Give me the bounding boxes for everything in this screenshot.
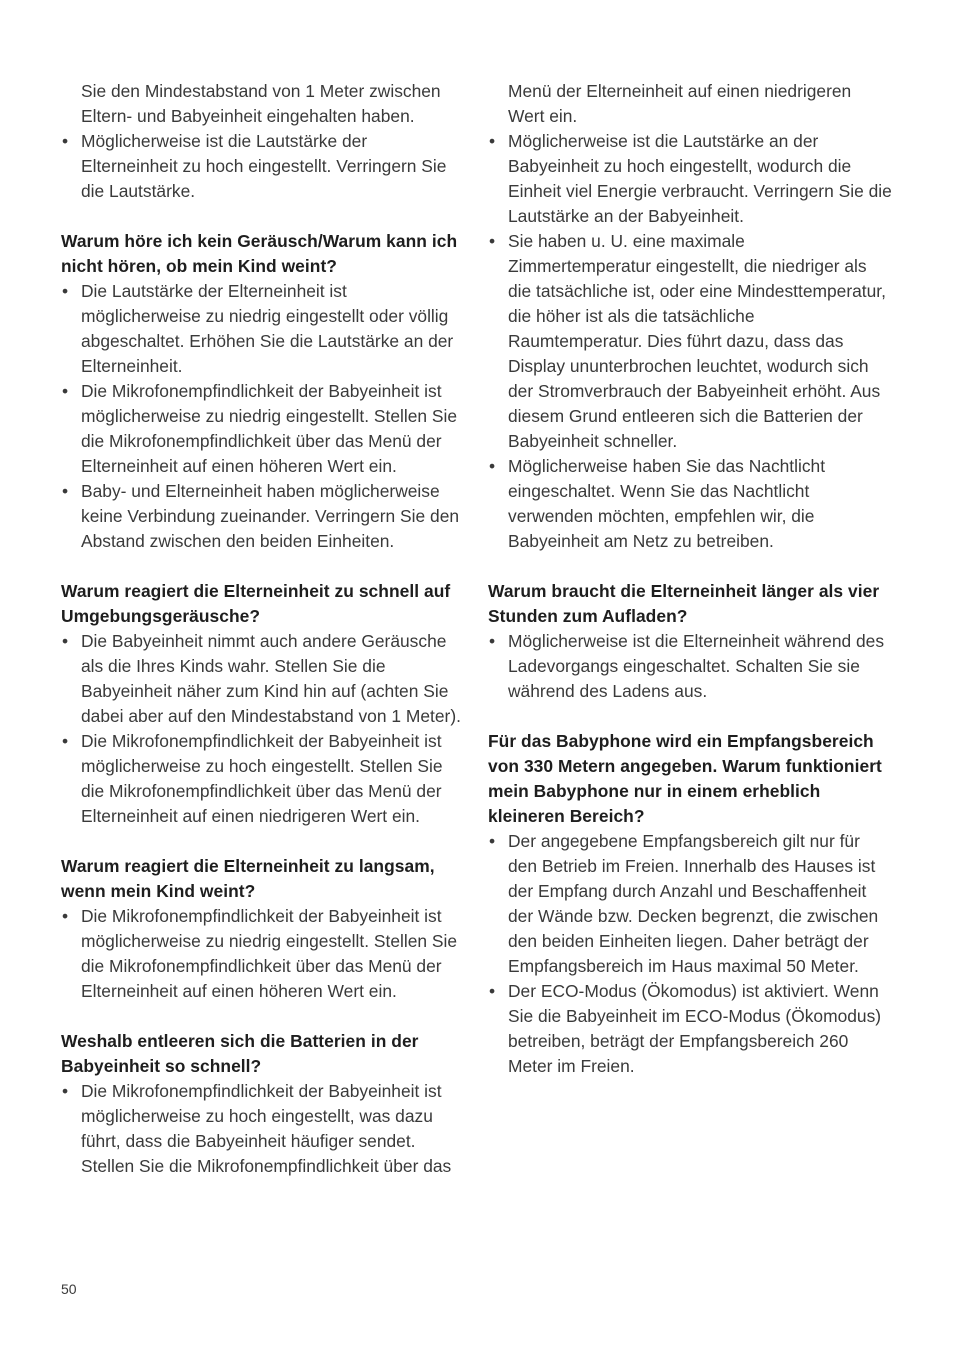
answer-item: • Möglicherweise ist die Lautstärke an der Babyeinheit zu hoch eingestellt, wodurch die Einheit viel Energie verbraucht. Verringern Sie die Lautstärke an der Babyeinheit. <box>488 129 892 229</box>
answer-list <box>61 279 467 554</box>
answer-item: • Möglicherweise ist die Elterneinheit während des Ladevorgangs eingeschaltet. Schalten Sie sie während des Ladens aus. <box>488 629 892 704</box>
faq-section <box>488 729 892 1079</box>
answer-item: • Die Mikrofonempfindlichkeit der Babyeinheit ist möglicherweise zu niedrig eingestellt. Stellen Sie die Mikrofonempfindlichkeit über das Menü der Elterneinheit auf einen höheren Wert ein. <box>61 904 467 1004</box>
faq-question: Warum braucht die Elterneinheit länger als vier Stunden zum Aufladen? <box>488 581 880 626</box>
answer-item: • Möglicherweise ist die Lautstärke der Elterneinheit zu hoch eingestellt. Verringern Sie die Lautstärke. <box>61 129 467 204</box>
right-column <box>488 79 892 1104</box>
faq-section <box>61 1029 467 1179</box>
answer-list <box>61 904 467 1004</box>
answer-item: • Die Lautstärke der Elterneinheit ist möglicherweise zu niedrig eingestellt oder völlig abgeschaltet. Erhöhen Sie die Lautstärke an der Elterneinheit. <box>61 279 467 379</box>
answer-continuation: Sie den Mindestabstand von 1 Meter zwischen Eltern- und Babyeinheit eingehalten haben. <box>81 81 441 126</box>
answer-item: • Baby- und Elterneinheit haben möglicherweise keine Verbindung zueinander. Verringern Sie den Abstand zwischen den beiden Einheiten. <box>61 479 467 554</box>
answer-item: • Sie haben u. U. eine maximale Zimmertemperatur eingestellt, die niedriger als die tatsächliche ist, oder eine Mindesttemperatur, die höher ist als die tatsächliche Raumtemperatur. Dies führt dazu, dass das Display ununterbrochen leuchtet, wodurch sich der Stromverbrauch der Babyeinheit erhöht. Aus diesem Grund entleeren sich die Batterien der Babyeinheit schneller. <box>488 229 892 454</box>
answer-list <box>61 1079 467 1179</box>
answer-item: • Die Babyeinheit nimmt auch andere Geräusche als die Ihres Kinds wahr. Stellen Sie die Babyeinheit näher zum Kind hin auf (achten Sie dabei aber auf den Mindestabstand von 1 Meter). <box>61 629 467 729</box>
faq-section <box>61 854 467 1004</box>
faq-question: Für das Babyphone wird ein Empfangsbereich von 330 Metern angegeben. Warum funktioniert mein Babyphone nur in einem erheblich kleineren Bereich? <box>488 731 882 826</box>
answer-list <box>488 79 892 554</box>
faq-question: Warum höre ich kein Geräusch/Warum kann ich nicht hören, ob mein Kind weint? <box>61 231 458 276</box>
page-number: 50 <box>61 1281 77 1297</box>
answer-list <box>61 79 467 204</box>
answer-list <box>488 629 892 704</box>
answer-item: • Die Mikrofonempfindlichkeit der Babyeinheit ist möglicherweise zu hoch eingestellt. Stellen Sie die Mikrofonempfindlichkeit über das Menü der Elterneinheit auf einen niedrigeren Wert ein. <box>61 729 467 829</box>
answer-item: • Möglicherweise haben Sie das Nachtlicht eingeschaltet. Wenn Sie das Nachtlicht verwenden möchten, empfehlen wir, die Babyeinheit am Netz zu betreiben. <box>488 454 892 554</box>
faq-section <box>61 579 467 829</box>
faq-section-continued <box>488 79 892 554</box>
answer-list <box>488 829 892 1079</box>
answer-list <box>61 629 467 829</box>
faq-question: Warum reagiert die Elterneinheit zu schnell auf Umgebungsgeräusche? <box>61 581 451 626</box>
answer-item: • Die Mikrofonempfindlichkeit der Babyeinheit ist möglicherweise zu niedrig eingestellt. Stellen Sie die Mikrofonempfindlichkeit über das Menü der Elterneinheit auf einen höheren Wert ein. <box>61 379 467 479</box>
faq-section <box>61 229 467 554</box>
left-column <box>61 79 467 1204</box>
faq-question: Warum reagiert die Elterneinheit zu langsam, wenn mein Kind weint? <box>61 856 435 901</box>
answer-item: • Der angegebene Empfangsbereich gilt nur für den Betrieb im Freien. Innerhalb des Hauses ist der Empfang durch Anzahl und Beschaffenheit der Wände bzw. Decken begrenzt, die zwischen den beiden Einheiten liegen. Daher beträgt der Empfangsbereich im Haus maximal 50 Meter. <box>488 829 892 979</box>
faq-section <box>488 579 892 704</box>
faq-question: Weshalb entleeren sich die Batterien in der Babyeinheit so schnell? <box>61 1031 419 1076</box>
answer-continuation: Menü der Elterneinheit auf einen niedrigeren Wert ein. <box>508 81 852 126</box>
answer-item: • Der ECO-Modus (Ökomodus) ist aktiviert. Wenn Sie die Babyeinheit im ECO-Modus (Ökomodus) betreiben, beträgt der Empfangsbereich 260 Meter im Freien. <box>488 979 892 1079</box>
answer-item: • Die Mikrofonempfindlichkeit der Babyeinheit ist möglicherweise zu hoch eingestellt, was dazu führt, dass die Babyeinheit häufiger sendet. Stellen Sie die Mikrofonempfindlichkeit über das <box>61 1079 467 1179</box>
faq-section-continued <box>61 79 467 204</box>
